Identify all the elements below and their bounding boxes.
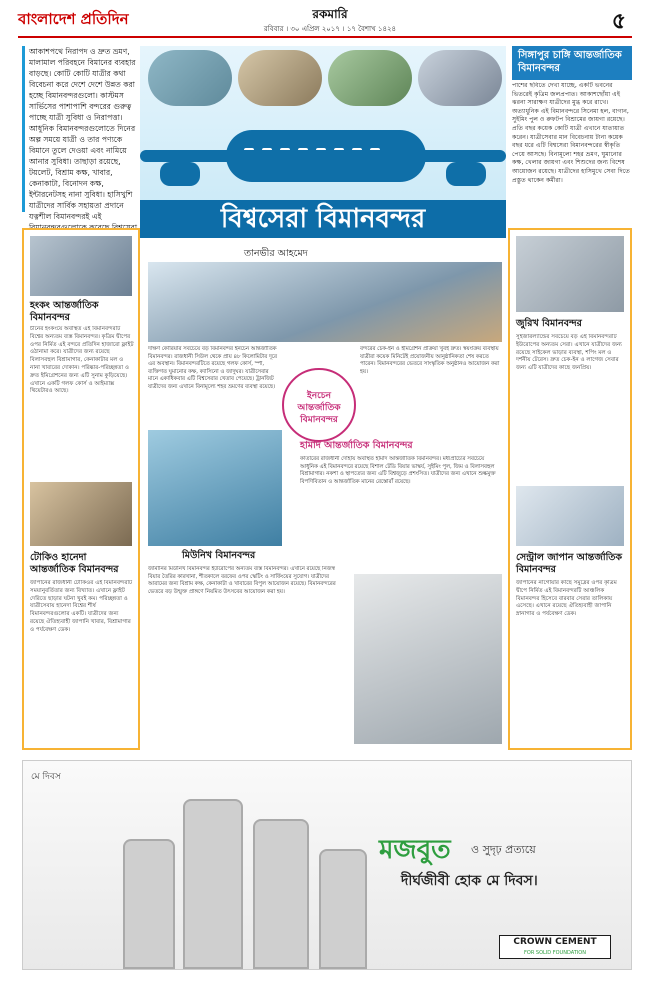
- incheon-photo: [148, 262, 502, 342]
- hero-graphic: [140, 46, 506, 226]
- advertisement: [22, 760, 632, 970]
- central-japan-photo: [516, 486, 624, 546]
- fist-icon: [183, 799, 243, 969]
- headline: বিশ্বসেরা বিমানবন্দর: [140, 200, 506, 238]
- hongkong-title: হংকং আন্তর্জাতিক বিমানবন্দর: [30, 300, 99, 323]
- author-byline: তানভীর আহমেদ: [244, 248, 308, 259]
- collage-photo: [328, 50, 412, 106]
- airplane-wing: [140, 150, 506, 162]
- collage-photo: [418, 50, 502, 106]
- zurich-photo: [516, 236, 624, 312]
- tokyo-photo: [30, 482, 132, 546]
- fist-icon: [123, 839, 175, 969]
- airplane-engine: [160, 162, 200, 186]
- brand-name: CROWN CEMENT: [513, 937, 597, 947]
- collage-photo: [148, 50, 232, 106]
- ad-tagline: দীর্ঘজীবী হোক মে দিবস।: [401, 873, 538, 889]
- hongkong-text: চীনের হংকংয়ে অবস্থিত এই বিমানবন্দরটি বিশ্বের অন্যতম ব্যস্ত বিমানবন্দর। কৃত্রিম দ্বীপের ওপর নির্মিত এই বন্দরে প্রতিদিন হাজারো ফ্লাইট ওঠানামা করে। যাত্রীদের জন্য রয়েছে বিলাসবহুল বিশ্রামাগার, কেনাকাটার মল ও নানা খাবারের দোকান। পরিষ্কার-পরিচ্ছন্নতা ও দ্রুত ইমিগ্রেশনের জন্য এটি সুনাম কুড়িয়েছে। এখানে একটি গলফ কোর্স ও আইম্যাক্স থিয়েটারও আছে।: [30, 326, 134, 395]
- ad-headline: মজবুত: [379, 835, 451, 865]
- collage-photo: [238, 50, 322, 106]
- ad-headline-sub: ও সুদৃঢ় প্রত্যয়ে: [471, 843, 536, 856]
- zurich-text: সুইজারল্যান্ডের সবচেয়ে বড় এই বিমানবন্দরটি ইউরোপের অন্যতম সেরা। এখানে যাত্রীদের জন্য রয়েছে সাইকেল ভাড়ার ব্যবস্থা, শপিং মল ও দর্শনীয় টেরেস। দ্রুত চেক-ইন ও লাগেজ সেবার জন্য এটি যাত্রীদের কাছে জনপ্রিয়।: [516, 334, 622, 372]
- dateline: রবিবার । ৩০ এপ্রিল ২০১৭ । ১৭ বৈশাখ ১৪২৪: [263, 25, 397, 33]
- tokyo-title: টোকিও হানেদা আন্তর্জাতিক বিমানবন্দর: [30, 552, 119, 575]
- fist-icon: [319, 849, 367, 969]
- singapore-text: পাশের ছবিতে দেখা যাচ্ছে, একটি ভবনের ভিতরেই কৃত্রিম জলপ্রপাত। আকাশছোঁয়া এই ঝরনা সারাক্ষণ যাত্রীদের মুগ্ধ করে রাখে। অত্যাধুনিক এই বিমানবন্দরে সিনেমা হল, বাগান, সুইমিং পুল ও রুফটপ বিশ্রামের জায়গা রয়েছে। প্রতি বছর কয়েক কোটি যাত্রী এখানে যাতায়াত করেন। যাত্রীসেবার মান বিবেচনায় টানা কয়েক বছর ধরে এটি বিশ্বসেরা বিমানবন্দরের স্বীকৃতি পেয়ে আসছে। বিনামূল্যে শহর ভ্রমণ, ঘুমানোর কক্ষ, খেলার জায়গা এবং শিশুদের জন্য বিশেষ আয়োজন রয়েছে। যাত্রীদের হাসিমুখে সেবা দিতে প্রস্তুত থাকেন কর্মীরা।: [512, 82, 630, 184]
- incheon-text-continued: বন্দরের চেক-ইন ও ইমিগ্রেশন প্রক্রিয়া খুবই দ্রুত। স্বয়ংক্রিয় ব্যবস্থায় যাত্রীরা কয়েক মিনিটেই প্রয়োজনীয় আনুষ্ঠানিকতা শেষ করতে পারেন। বিমানবন্দরের ভেতরে সাংস্কৃতিক অনুষ্ঠানও আয়োজন করা হয়।: [360, 346, 500, 375]
- munich-text: জার্মানির মিউনিখ বিমানবন্দর ইউরোপের অন্যতম ব্যস্ত বিমানবন্দর। এখানে রয়েছে নিজস্ব বিয়ার তৈরির কারখানা, শীতকালে বরফের ওপর স্কেটিং ও সার্ফিংয়ের সুযোগ। যাত্রীদের আরামের জন্য বিশ্রাম কক্ষ, কেনাকাটা ও খাবারের বিপুল আয়োজন রয়েছে। বিমানবন্দরের ভেতরে বড় উন্মুক্ত প্রাঙ্গণে নিয়মিত উৎসবের আয়োজন করা হয়।: [148, 566, 336, 595]
- ad-section-label: মে দিবস: [31, 772, 61, 782]
- fist-icon: [253, 819, 309, 969]
- hamad-text: কাতারের রাজধানী দোহায় অবস্থিত হামাদ আন্তর্জাতিক বিমানবন্দর। মধ্যপ্রাচ্যের সবচেয়ে আধুনিক এই বিমানবন্দরে রয়েছে বিশাল টেডি বিয়ার ভাস্কর্য, সুইমিং পুল, জিম ও বিলাসবহুল বিশ্রামাগার। নকশা ও স্থাপত্যের জন্য এটি বিশ্বজুড়ে প্রশংসিত। যাত্রীদের জন্য এখানে শুল্কমুক্ত বিপণিবিতান ও আন্তর্জাতিক মানের রেস্তোরাঁ রয়েছে।: [300, 456, 496, 485]
- munich-photo: [148, 430, 282, 546]
- singapore-title: সিঙ্গাপুর চাঙ্গি আন্তর্জাতিক বিমানবন্দর: [512, 46, 632, 80]
- hongkong-photo: [30, 236, 132, 296]
- page-number: ৫: [611, 9, 626, 34]
- section-title: রকমারি: [312, 7, 348, 21]
- hamad-photo: [354, 574, 502, 744]
- airplane-engine: [446, 162, 486, 186]
- left-airports-box: [22, 228, 140, 750]
- central-japan-title: সেন্ট্রাল জাপান আন্তর্জাতিক বিমানবন্দর: [516, 552, 623, 575]
- hamad-title: হামাদ আন্তর্জাতিক বিমানবন্দর: [300, 440, 413, 451]
- masthead: [18, 6, 632, 38]
- incheon-text: দক্ষিণ কোরিয়ার সবচেয়ে বড় বিমানবন্দর ইনচেন আন্তর্জাতিক বিমানবন্দর। রাজধানী সিউল থেকে প্রায় ৪৮ কিলোমিটার দূরে এর অবস্থান। বিমানবন্দরটিতে রয়েছে গলফ কোর্স, স্পা, ব্যক্তিগত ঘুমানোর কক্ষ, ক্যাসিনো ও জাদুঘর। যাত্রীসেবার মানে একাধিকবার এটি বিশ্বসেরার খেতাব পেয়েছে। ট্রানজিট যাত্রীদের জন্য এখানে বিনামূল্যে শহর ভ্রমণের ব্যবস্থা রয়েছে।: [148, 346, 277, 390]
- tokyo-text: জাপানের রাজধানী টোকিওর এই বিমানবন্দরটি সময়ানুবর্তিতার জন্য বিখ্যাত। এখানে ফ্লাইট দেরিতে ছাড়ার ঘটনা খুবই কম। পরিচ্ছন্নতা ও যাত্রীসেবায় হানেদা বিশ্বের শীর্ষ বিমানবন্দরগুলোর একটি। যাত্রীদের জন্য রয়েছে ঐতিহ্যবাহী জাপানি খাবার, বিশ্রামাগার ও পর্যবেক্ষণ ডেক।: [30, 580, 133, 633]
- zurich-title: জুরিখ বিমানবন্দর: [516, 318, 582, 329]
- munich-title: মিউনিখ বিমানবন্দর: [182, 550, 256, 561]
- incheon-label-circle: ইনচেন আন্তর্জাতিক বিমানবন্দর: [282, 368, 356, 442]
- brand-slogan: FOR SOLID FOUNDATION: [524, 950, 586, 956]
- newspaper-logo: বাংলাদেশ প্রতিদিন: [18, 10, 129, 28]
- right-airports-box: [508, 228, 632, 750]
- intro-text: আকাশপথে নিরাপদ ও দ্রুত ভ্রমণ, মালামাল পরিবহনে বিমানের ব্যবহার বাড়ছে। কোটি কোটি যাত্রীর কথা বিবেচনা করে দেশে দেশে উন্নত করা হচ্ছে বিমানবন্দরগুলো। কাস্টমস সার্ভিসের পাশাপাশি বন্দরের গুরুত্ব পাচ্ছে যাত্রী সুবিধা ও নিরাপত্তা। আধুনিক বিমানবন্দরগুলোতে দিনের অল্প সময়ে যাত্রী ও তার পণ্যকে বিমানে তুলে দেওয়া এবং নামিয়ে আনার সুবিধা। তাছাড়া রয়েছে, টয়লেট, বিশ্রাম কক্ষ, খাবার, কেনাকাটা, বিনোদন কক্ষ, ইন্টারনেটসহ নানা সুবিধা। হাসিখুশি যাত্রীদের সার্বিক সহায়তা প্রদানে যত্নশীল বিমানবন্দরই এই: [22, 46, 140, 212]
- central-japan-text: জাপানের নাগোয়ার কাছে সমুদ্রের ওপর কৃত্রিম দ্বীপে নির্মিত এই বিমানবন্দরটি আঞ্চলিক বিমানবন্দর হিসেবে বারবার সেরার তালিকায় এসেছে। এখানে রয়েছে ঐতিহ্যবাহী জাপানি স্নানাগার ও পর্যবেক্ষণ ডেক।: [516, 580, 617, 618]
- brand-logo: [499, 935, 611, 959]
